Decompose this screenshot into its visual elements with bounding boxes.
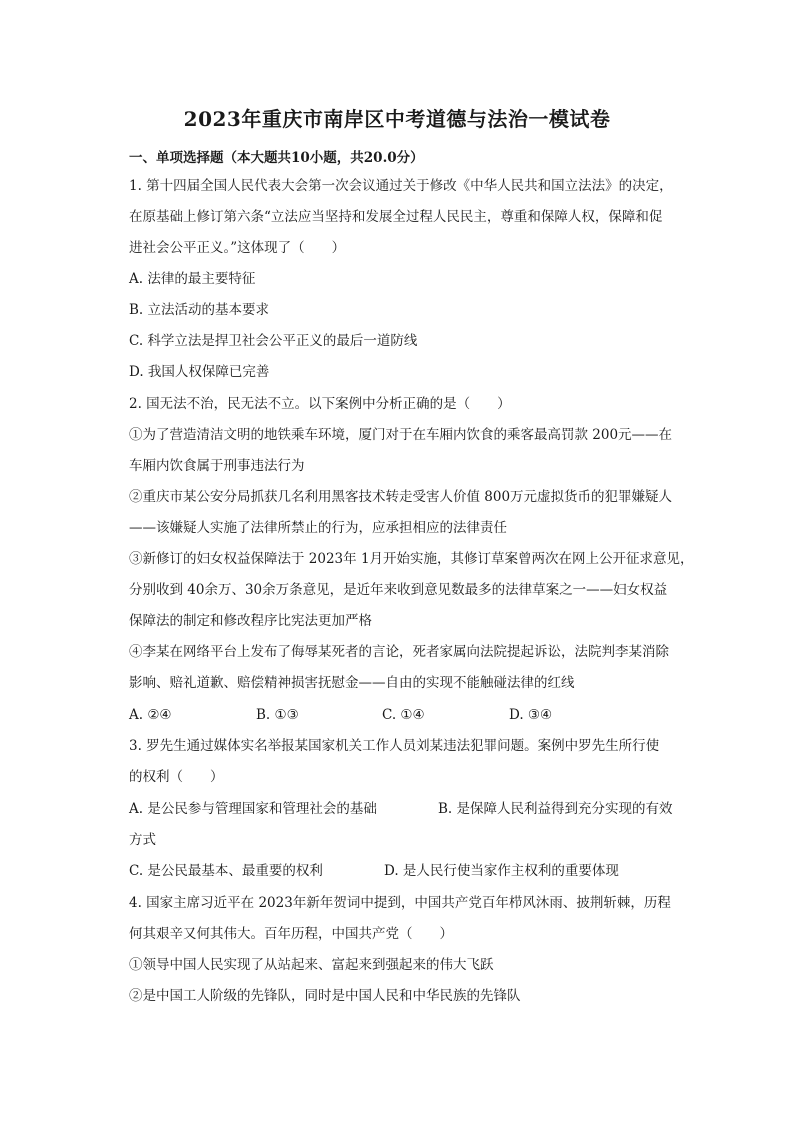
- q2-statement-2-line-2: ——该嫌疑人实施了法律所禁止的行为，应承担相应的法律责任: [129, 520, 507, 536]
- q3-stem-line-2: 的权利（ ）: [129, 769, 224, 785]
- q1-stem-line-3: 进社会公平正义。”这体现了（ ）: [129, 240, 346, 256]
- q2-statement-3-line-2: 分别收到 40余万、30余万条意见，是近年来收到意见数最多的法律草案之一——妇女权益: [129, 582, 668, 598]
- section-heading: 一、单项选择题（本大题共10小题，共20.0分）: [129, 150, 424, 166]
- q2-statement-1-line-2: 车厢内饮食属于刑事违法行为: [129, 458, 305, 474]
- page-title: 2023年重庆市南岸区中考道德与法治一模试卷: [183, 107, 611, 131]
- q2-stem: 2. 国无法不治，民无法不立。以下案例中分析正确的是（ ）: [129, 396, 511, 412]
- q1-stem-line-2: 在原基础上修订第六条“立法应当坚持和发展全过程人民民主，尊重和保障人权，保障和促: [129, 209, 663, 225]
- q4-stem-line-2: 何其艰辛又何其伟大。百年历程，中国共产党（ ）: [129, 926, 453, 942]
- q3-option-b: B. 是保障人民利益得到充分实现的有效: [438, 801, 673, 817]
- q2-statement-3-line-1: ③新修订的妇女权益保障法于 2023年 1月开始实施，其修订草案曾两次在网上公开征求意见，: [129, 551, 694, 567]
- q2-option-b: B. ①③: [256, 707, 299, 723]
- q4-statement-1: ①领导中国人民实现了从站起来、富起来到强起来的伟大飞跃: [129, 957, 494, 973]
- q2-option-a: A. ②④: [129, 707, 172, 723]
- q1-option-a: A. 法律的最主要特征: [129, 271, 256, 287]
- q4-statement-2: ②是中国工人阶级的先锋队，同时是中国人民和中华民族的先锋队: [129, 988, 521, 1004]
- q1-option-b: B. 立法活动的基本要求: [129, 302, 270, 318]
- q3-option-a: A. 是公民参与管理国家和管理社会的基础: [129, 801, 377, 817]
- q2-statement-3-line-3: 保障法的制定和修改程序比宪法更加严格: [129, 613, 372, 629]
- q3-option-b-continued: 方式: [129, 832, 156, 848]
- q2-statement-4-line-1: ④李某在网络平台上发布了侮辱某死者的言论，死者家属向法院提起诉讼，法院判李某消除: [129, 644, 669, 660]
- q1-stem-line-1: 1. 第十四届全国人民代表大会第一次会议通过关于修改《中华人民共和国立法法》的决定，: [129, 178, 673, 194]
- q2-statement-4-line-2: 影响、赔礼道歉、赔偿精神损害抚慰金——自由的实现不能触碰法律的红线: [129, 675, 575, 691]
- q1-option-c: C. 科学立法是捍卫社会公平正义的最后一道防线: [129, 333, 418, 349]
- q2-statement-2-line-1: ②重庆市某公安分局抓获几名利用黑客技术转走受害人价值 800万元虚拟货币的犯罪嫌疑人: [129, 489, 673, 505]
- q2-statement-1-line-1: ①为了营造清洁文明的地铁乘车环境，厦门对于在车厢内饮食的乘客最高罚款 200元——在: [129, 427, 673, 443]
- q4-stem-line-1: 4. 国家主席习近平在 2023年新年贺词中提到，中国共产党百年栉风沐雨、披荆斩棘，历程: [129, 895, 671, 911]
- q1-option-d: D. 我国人权保障已完善: [129, 364, 270, 380]
- q3-stem-line-1: 3. 罗先生通过媒体实名举报某国家机关工作人员刘某违法犯罪问题。案例中罗先生所行使: [129, 738, 660, 754]
- q3-option-d: D. 是人民行使当家作主权利的重要体现: [384, 863, 619, 879]
- q3-option-c: C. 是公民最基本、最重要的权利: [129, 863, 323, 879]
- q2-option-c: C. ①④: [382, 707, 425, 723]
- q2-option-d: D. ③④: [509, 707, 553, 723]
